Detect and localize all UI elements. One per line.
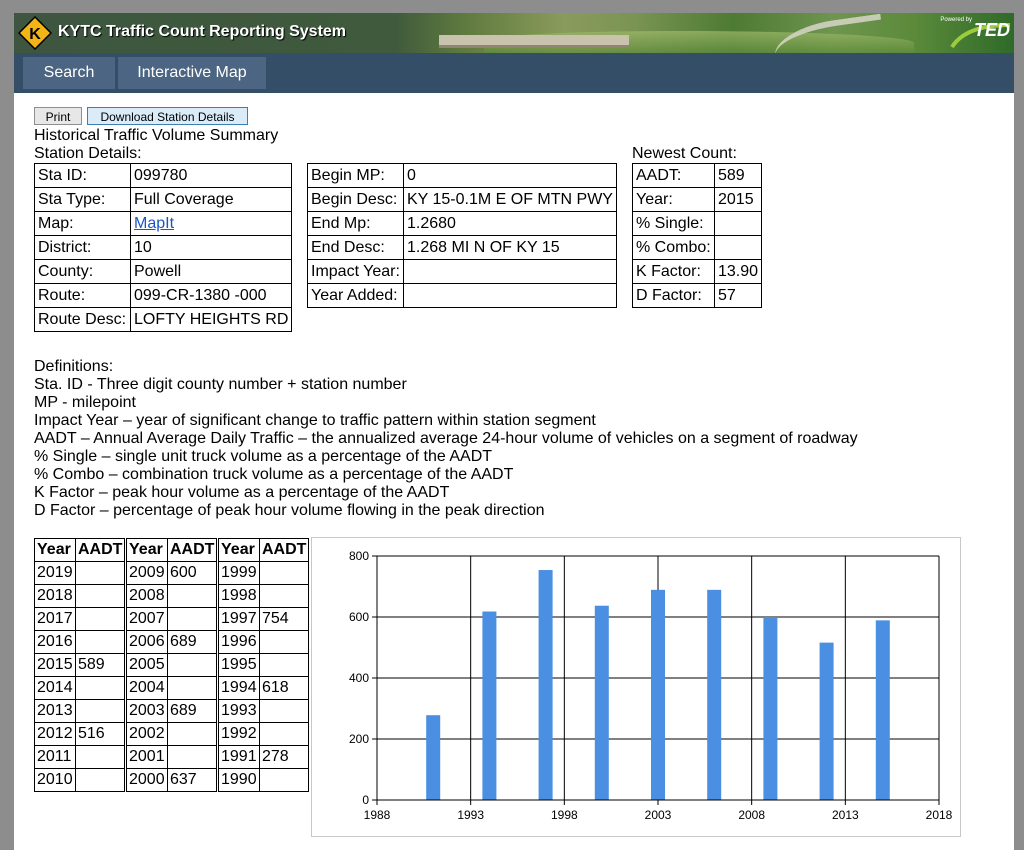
y-tick-label: 0 [362,793,369,807]
table-row [308,284,617,308]
table-row [127,562,217,585]
table-row [35,308,292,332]
value-cell: 589 [715,164,762,188]
aadt-cell [76,769,125,792]
table-row [127,677,217,700]
table-row [633,284,762,308]
aadt-cell [168,677,217,700]
table-row [308,236,617,260]
year-cell: 1997 [219,608,260,631]
aadt-column-header: AADT [260,539,309,562]
value-cell: 099-CR-1380 -000 [131,284,292,308]
year-cell: 2013 [35,700,76,723]
value-cell: Powell [131,260,292,284]
table-row [633,164,762,188]
year-cell: 2015 [35,654,76,677]
aadt-history-table-2 [126,538,217,792]
table-header-row [219,539,309,562]
aadt-cell [76,700,125,723]
value-cell: LOFTY HEIGHTS RD [131,308,292,332]
label-cell: Impact Year: [308,260,404,284]
table-row [35,164,292,188]
year-cell: 2017 [35,608,76,631]
navbar [14,53,1014,93]
aadt-history-table-3 [218,538,309,792]
table-row [35,723,125,746]
aadt-cell [260,723,309,746]
year-cell: 1991 [219,746,260,769]
value-cell: 2015 [715,188,762,212]
chart-bar [876,620,890,800]
year-cell: 1996 [219,631,260,654]
app-title: KYTC Traffic Count Reporting System [58,23,347,40]
x-tick-label: 1988 [363,808,391,822]
aadt-cell [168,585,217,608]
header-banner [14,13,1014,53]
aadt-cell: 600 [168,562,217,585]
value-cell: 1.2680 [404,212,617,236]
station-details-heading: Station Details: [34,145,142,162]
table-row [35,769,125,792]
year-column-header: Year [127,539,168,562]
value-cell [404,260,617,284]
kytc-logo-icon [18,16,52,50]
table-row [219,631,309,654]
table-row [308,164,617,188]
aadt-cell [168,654,217,677]
table-row [219,654,309,677]
aadt-cell [76,746,125,769]
print-button[interactable]: Print [34,107,82,125]
table-row [35,700,125,723]
table-row [219,746,309,769]
page-frame [14,13,1014,850]
label-cell: D Factor: [633,284,715,308]
x-tick-label: 2008 [738,808,766,822]
table-header-row [35,539,125,562]
table-row [35,631,125,654]
table-row [633,212,762,236]
table-row [219,562,309,585]
value-cell [404,284,617,308]
year-cell: 2007 [127,608,168,631]
nav-interactive-map-button[interactable]: Interactive Map [118,57,266,89]
aadt-cell [76,562,125,585]
table-row [35,654,125,677]
table-row [219,769,309,792]
aadt-cell [260,769,309,792]
value-cell [131,212,292,236]
year-column-header: Year [219,539,260,562]
value-cell: 1.268 MI N OF KY 15 [404,236,617,260]
label-cell: End Desc: [308,236,404,260]
aadt-column-header: AADT [168,539,217,562]
table-row [308,188,617,212]
table-row [35,677,125,700]
label-cell: Begin MP: [308,164,404,188]
table-row [35,562,125,585]
y-tick-label: 600 [348,610,369,624]
aadt-cell: 689 [168,631,217,654]
table-row [219,700,309,723]
table-row [35,585,125,608]
table-row [127,746,217,769]
aadt-cell: 689 [168,700,217,723]
table-row [35,746,125,769]
table-row [308,212,617,236]
y-tick-label: 800 [348,549,369,563]
value-cell: Full Coverage [131,188,292,212]
year-cell: 2008 [127,585,168,608]
table-row [633,260,762,284]
table-row [127,631,217,654]
aadt-cell: 589 [76,654,125,677]
definition-line: AADT – Annual Average Daily Traffic – the annualized average 24-hour volume of vehicles on a segment of roadway [34,430,858,447]
table-row [219,723,309,746]
newest-count-table [632,163,762,308]
table-row [35,212,292,236]
label-cell: Map: [35,212,131,236]
aadt-cell [260,562,309,585]
label-cell: Year: [633,188,715,212]
year-cell: 2000 [127,769,168,792]
aadt-cell [168,746,217,769]
table-row [633,188,762,212]
definitions-heading: Definitions: [34,358,114,375]
table-row [35,260,292,284]
aadt-chart [311,537,961,837]
table-row [35,608,125,631]
value-cell: KY 15-0.1M E OF MTN PWY [404,188,617,212]
year-cell: 1999 [219,562,260,585]
aadt-cell [260,631,309,654]
definition-line: % Single – single unit truck volume as a percentage of the AADT [34,448,493,465]
nav-search-button[interactable]: Search [23,57,115,89]
year-cell: 2018 [35,585,76,608]
year-cell: 2003 [127,700,168,723]
definition-line: MP - milepoint [34,394,136,411]
table-row [308,260,617,284]
label-cell: % Combo: [633,236,715,260]
chart-bar [539,570,553,800]
table-row [219,608,309,631]
definition-line: Sta. ID - Three digit county number + station number [34,376,407,393]
value-cell [715,236,762,260]
year-cell: 2002 [127,723,168,746]
value-cell: 0 [404,164,617,188]
label-cell: End Mp: [308,212,404,236]
aadt-cell [168,723,217,746]
year-cell: 1998 [219,585,260,608]
aadt-cell [76,631,125,654]
definition-line: Impact Year – year of significant change to traffic pattern within station segment [34,412,596,429]
x-tick-label: 1998 [550,808,578,822]
year-column-header: Year [35,539,76,562]
chart-bar [651,590,665,800]
station-details-table [34,163,292,332]
aadt-cell [168,608,217,631]
aadt-cell [260,700,309,723]
definitions-block [34,358,858,520]
aadt-cell: 278 [260,746,309,769]
year-cell: 2006 [127,631,168,654]
definition-line: K Factor – peak hour volume as a percentage of the AADT [34,484,450,501]
x-tick-label: 2018 [925,808,953,822]
aadt-cell [260,585,309,608]
aadt-column-header: AADT [76,539,125,562]
x-tick-label: 1993 [457,808,485,822]
label-cell: AADT: [633,164,715,188]
label-cell: Begin Desc: [308,188,404,212]
x-tick-label: 2003 [644,808,672,822]
value-cell: 57 [715,284,762,308]
aadt-cell: 618 [260,677,309,700]
label-cell: Route: [35,284,131,308]
table-row [127,723,217,746]
year-cell: 1993 [219,700,260,723]
aadt-cell [76,677,125,700]
year-cell: 1995 [219,654,260,677]
definition-line: % Combo – combination truck volume as a percentage of the AADT [34,466,514,483]
milepoint-details-table [307,163,617,308]
value-cell: 13.90 [715,260,762,284]
aadt-cell [260,654,309,677]
x-tick-label: 2013 [831,808,859,822]
chart-bar [763,617,777,800]
table-row [127,585,217,608]
aadt-chart-svg [312,538,960,836]
y-tick-label: 200 [348,732,369,746]
label-cell: Sta ID: [35,164,131,188]
year-cell: 2010 [35,769,76,792]
table-row [35,188,292,212]
year-cell: 2014 [35,677,76,700]
aadt-history-table-1 [34,538,125,792]
year-cell: 2001 [127,746,168,769]
label-cell: County: [35,260,131,284]
table-row [35,236,292,260]
year-cell: 2019 [35,562,76,585]
value-cell [715,212,762,236]
y-tick-label: 400 [348,671,369,685]
chart-bar [482,612,496,800]
table-row [219,677,309,700]
table-row [127,608,217,631]
logo-letter: K [29,26,41,43]
year-cell: 2004 [127,677,168,700]
powered-by-label: Powered by [940,17,972,23]
year-cell: 2016 [35,631,76,654]
year-cell: 2009 [127,562,168,585]
label-cell: K Factor: [633,260,715,284]
year-cell: 2012 [35,723,76,746]
ted-logo-text: TED [974,20,1010,40]
label-cell: Route Desc: [35,308,131,332]
year-cell: 2005 [127,654,168,677]
table-row [35,284,292,308]
aadt-cell: 637 [168,769,217,792]
download-station-details-button[interactable]: Download Station Details [87,107,248,125]
mapit-link[interactable]: MapIt [134,214,175,232]
aadt-cell: 516 [76,723,125,746]
aadt-cell: 754 [260,608,309,631]
table-row [219,585,309,608]
value-cell: 099780 [131,164,292,188]
table-row [127,700,217,723]
table-row [633,236,762,260]
chart-bar [595,606,609,800]
banner-bridge [439,35,629,48]
chart-bar [820,643,834,800]
chart-bar [426,715,440,800]
year-cell: 1994 [219,677,260,700]
label-cell: District: [35,236,131,260]
label-cell: % Single: [633,212,715,236]
label-cell: Sta Type: [35,188,131,212]
aadt-cell [76,585,125,608]
page-title: Historical Traffic Volume Summary [34,127,279,144]
table-row [127,769,217,792]
table-row [127,654,217,677]
year-cell: 2011 [35,746,76,769]
definition-line: D Factor – percentage of peak hour volume flowing in the peak direction [34,502,545,519]
newest-count-heading: Newest Count: [632,145,737,162]
aadt-cell [76,608,125,631]
table-header-row [127,539,217,562]
year-cell: 1992 [219,723,260,746]
chart-bar [707,590,721,800]
value-cell: 10 [131,236,292,260]
year-cell: 1990 [219,769,260,792]
label-cell: Year Added: [308,284,404,308]
